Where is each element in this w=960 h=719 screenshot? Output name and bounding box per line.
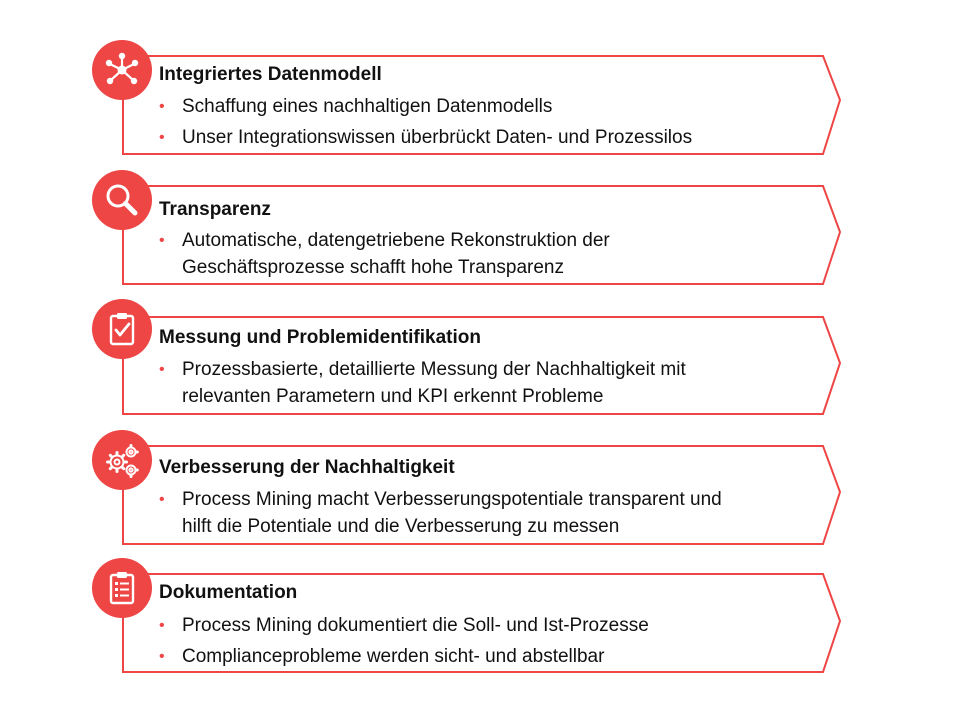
icon-badge: [92, 430, 152, 490]
icon-badge: [92, 558, 152, 618]
list-item: • Process Mining macht Verbesserungspotentiale transparent und hilft die Potentiale und die Verbesserung zu messen: [159, 486, 722, 540]
step-title: Messung und Problemidentifikation: [159, 327, 481, 348]
bullet-list: [159, 227, 610, 281]
list-item: • Unser Integrationswissen überbrückt Daten- und Prozessilos: [159, 124, 692, 151]
list-item: • Automatische, datengetriebene Rekonstruktion der Geschäftsprozesse schafft hohe Transparenz: [159, 227, 610, 281]
step-verbesserung: [90, 430, 842, 548]
icon-badge: [92, 170, 152, 230]
step-title: Verbesserung der Nachhaltigkeit: [159, 457, 455, 478]
step-title: Dokumentation: [159, 582, 298, 603]
clipboard-check-icon: [102, 309, 142, 349]
step-messung: [90, 299, 842, 417]
icon-badge: [92, 299, 152, 359]
list-item: • Process Mining dokumentiert die Soll- und Ist-Prozesse: [159, 612, 649, 639]
step-title: Transparenz: [159, 199, 271, 220]
step-integriertes-datenmodell: [90, 40, 842, 156]
icon-badge: [92, 40, 152, 100]
bullet-list: [159, 93, 692, 151]
bullet-list: [159, 356, 686, 410]
bullet-list: [159, 486, 722, 540]
gears-icon: [102, 440, 142, 480]
step-dokumentation: [90, 558, 842, 676]
step-title: Integriertes Datenmodell: [159, 64, 382, 85]
step-transparenz: [90, 170, 842, 288]
clipboard-list-icon: [102, 568, 142, 608]
list-item: • Prozessbasierte, detaillierte Messung der Nachhaltigkeit mit relevanten Parametern und KPI erkennt Probleme: [159, 356, 686, 410]
magnifier-icon: [102, 180, 142, 220]
list-item: • Complianceprobleme werden sicht- und abstellbar: [159, 643, 649, 670]
bullet-list: [159, 612, 649, 670]
network-icon: [102, 50, 142, 90]
list-item: • Schaffung eines nachhaltigen Datenmodells: [159, 93, 692, 120]
